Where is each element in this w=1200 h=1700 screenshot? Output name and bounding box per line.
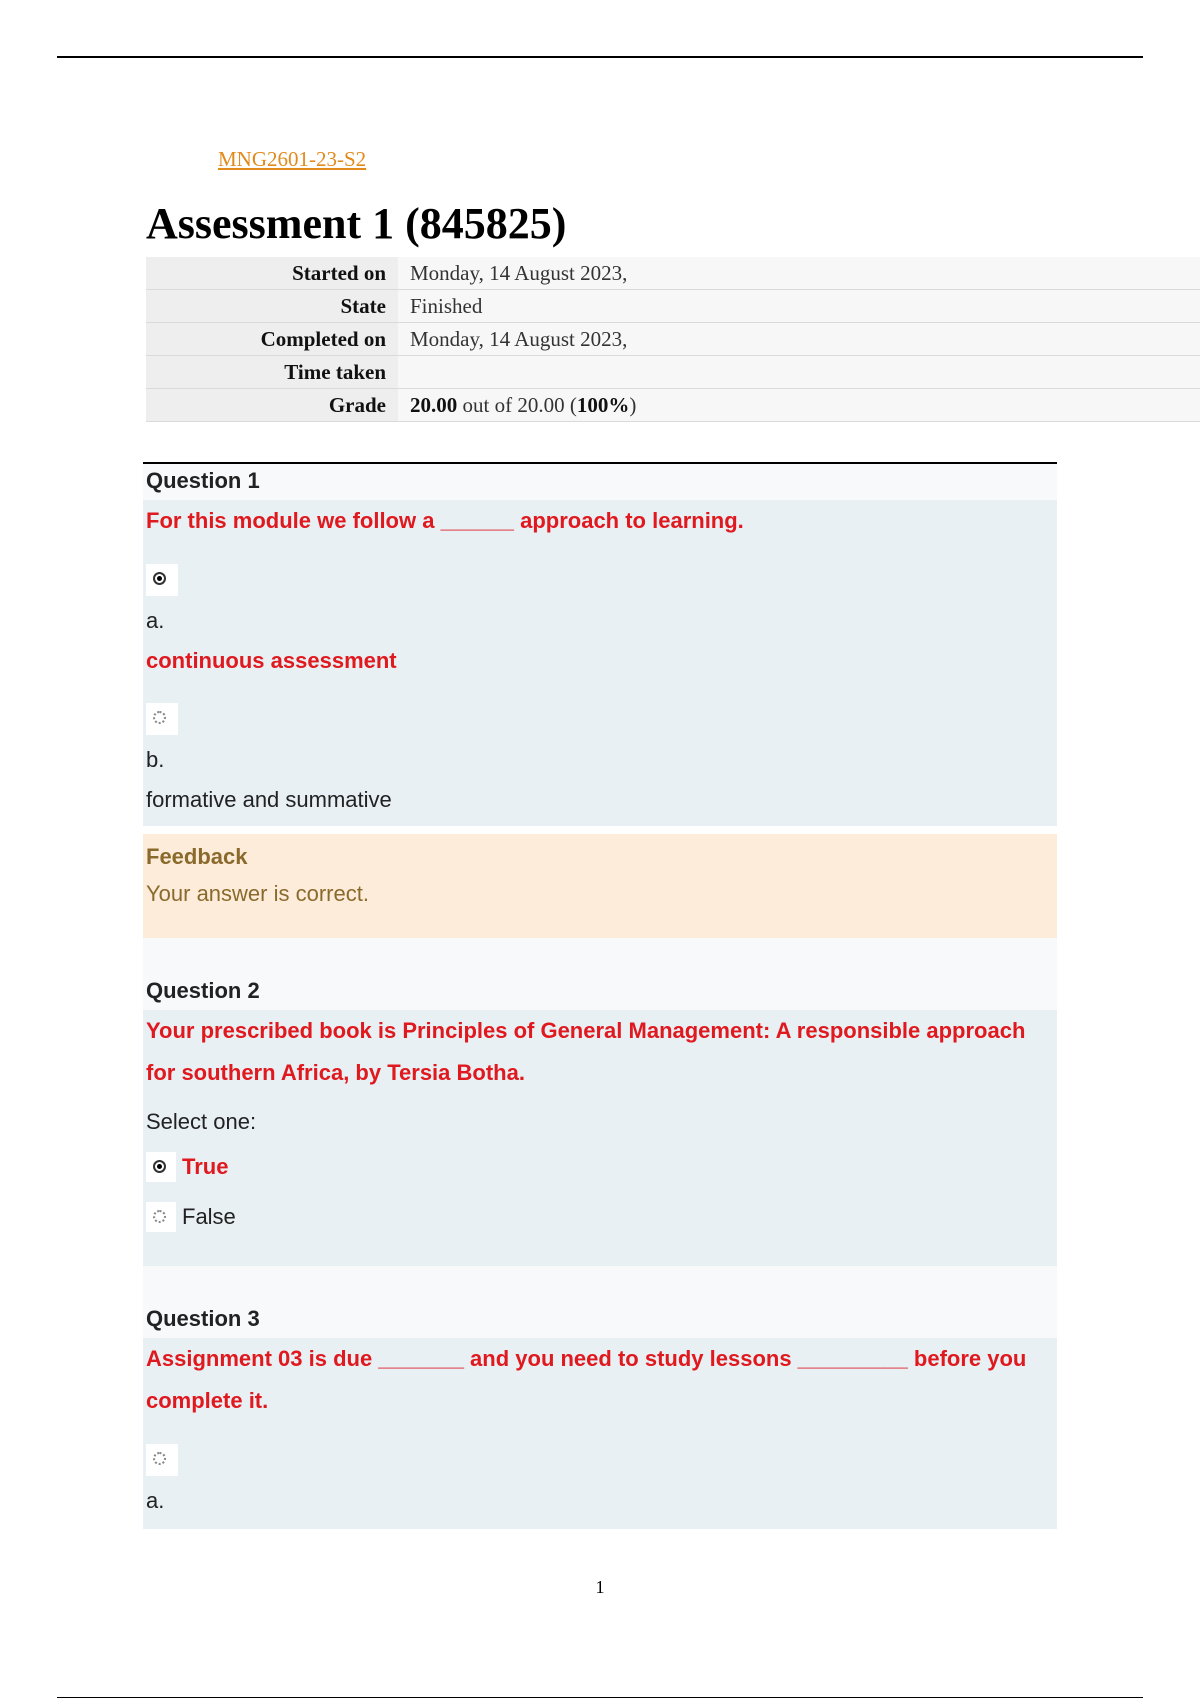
question-heading: Question 1 [143,464,1057,500]
breadcrumb-course-link[interactable]: MNG2601-23-S2 [218,147,367,171]
question-body [143,1338,1057,1529]
summary-row-state [146,290,1200,323]
feedback-title: Feedback [146,844,248,869]
grade-out-of: out of 20.00 ( [462,392,577,417]
feedback-box [143,834,1057,938]
option-a[interactable] [146,1422,1054,1521]
option-true[interactable] [146,1142,1054,1192]
time-taken-value [398,356,1200,389]
question-text: For this module we follow a ______ approach to learning. [146,508,744,533]
radio-button[interactable] [146,564,178,596]
radio-checked-icon [153,572,166,585]
grade-percent: 100% [576,392,630,417]
radio-unchecked-icon [153,711,166,724]
footer-rule [57,1697,1143,1698]
quiz-review [143,462,1057,1529]
option-text: False [182,1204,236,1229]
question-heading: Question 3 [143,1302,1057,1338]
radio-button[interactable] [146,1152,176,1182]
select-one-prompt: Select one: [146,1109,257,1134]
summary-row-time-taken [146,356,1200,389]
option-text: continuous assessment [146,648,397,673]
question-separator [143,1266,1057,1302]
question-body [143,500,1057,826]
option-text: formative and summative [146,787,392,812]
summary-row-started [146,257,1200,290]
completed-on-value: Monday, 14 August 2023, [398,323,1200,356]
grade-score: 20.00 [410,392,458,417]
radio-button[interactable] [146,1444,178,1476]
state-label: State [146,290,398,323]
summary-row-grade [146,389,1200,422]
started-on-label: Started on [146,257,398,290]
radio-unchecked-icon [153,1452,166,1465]
option-letter: a. [146,608,165,633]
question-3 [143,1302,1057,1529]
option-text: True [182,1154,229,1179]
started-on-value: Monday, 14 August 2023, [398,257,1200,290]
attempt-summary-table [146,257,1200,422]
radio-checked-icon [153,1160,166,1173]
question-body [143,1010,1057,1266]
option-letter: a. [146,1488,165,1513]
completed-on-label: Completed on [146,323,398,356]
question-text: Assignment 03 is due _______ and you need to study lessons _________ before you complete it. [146,1346,1027,1413]
option-letter: b. [146,747,165,772]
summary-row-completed [146,323,1200,356]
grade-value [398,389,1200,422]
feedback-text: Your answer is correct. [146,881,369,906]
question-separator [143,938,1057,974]
option-false[interactable] [146,1192,1054,1242]
grade-label: Grade [146,389,398,422]
header-rule [57,56,1143,58]
radio-unchecked-icon [153,1210,166,1223]
page-number: 1 [595,1577,605,1597]
radio-button[interactable] [146,1202,176,1232]
question-1 [143,464,1057,938]
page-title: Assessment 1 (845825) [146,199,567,248]
question-text: Your prescribed book is Principles of General Management: A responsible approach for southern Africa, by Tersia Botha. [146,1018,1026,1085]
option-a[interactable] [146,542,1054,681]
option-b[interactable] [146,681,1054,826]
time-taken-label: Time taken [146,356,398,389]
radio-button[interactable] [146,703,178,735]
state-value: Finished [398,290,1200,323]
question-2 [143,974,1057,1266]
grade-close: ) [629,392,637,417]
question-heading: Question 2 [143,974,1057,1010]
